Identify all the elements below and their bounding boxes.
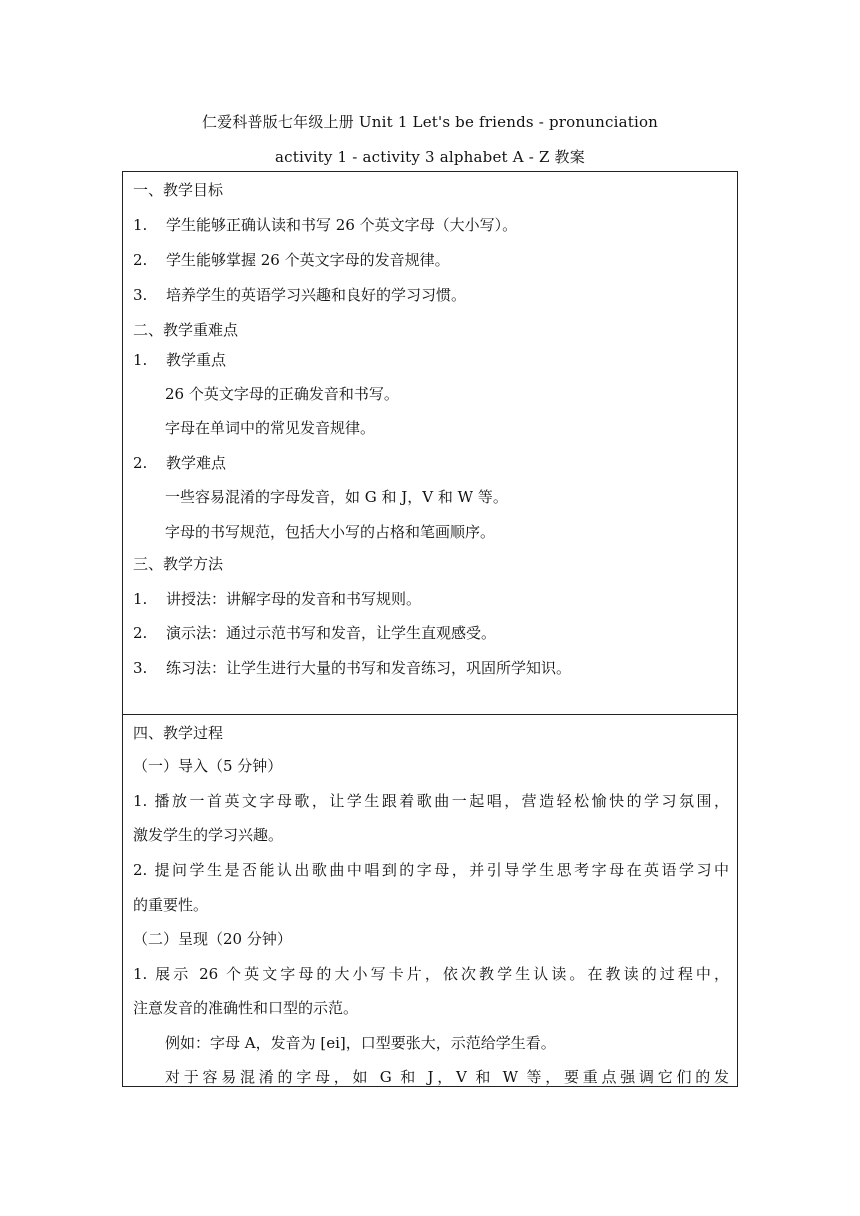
table-row-divider bbox=[123, 714, 737, 715]
goal-item: 3. 培养学生的英语学习兴趣和良好的学习习惯。 bbox=[133, 286, 467, 304]
document-title-line2: activity 1 - activity 3 alphabet A - Z 教案 bbox=[275, 148, 585, 166]
presentation-item-line: 1. 展示 26 个英文字母的大小写卡片，依次教学生认读。在教读的过程中， bbox=[133, 965, 729, 983]
intro-item-line: 1. 播放一首英文字母歌，让学生跟着歌曲一起唱，营造轻松愉快的学习氛围， bbox=[133, 792, 729, 810]
goal-item: 1. 学生能够正确认读和书写 26 个英文字母（大小写）。 bbox=[133, 216, 518, 234]
section-heading-methods: 三、教学方法 bbox=[133, 555, 224, 573]
method-item: 1. 讲授法：讲解字母的发音和书写规则。 bbox=[133, 590, 422, 608]
presentation-confusing-line: 对于容易混淆的字母，如 G 和 J，V 和 W 等，要重点强调它们的发 bbox=[165, 1068, 729, 1086]
document-title-line1: 仁爱科普版七年级上册 Unit 1 Let's be friends - pronunciation bbox=[201, 113, 659, 131]
section-heading-process: 四、教学过程 bbox=[133, 724, 224, 742]
intro-item-line: 激发学生的学习兴趣。 bbox=[133, 826, 284, 844]
lesson-plan-table bbox=[122, 171, 738, 1087]
key-point-line: 字母在单词中的常见发音规律。 bbox=[165, 419, 376, 437]
presentation-item-line: 注意发音的准确性和口型的示范。 bbox=[133, 999, 359, 1017]
difficult-point-label: 2. 教学难点 bbox=[133, 454, 227, 472]
intro-item-line: 2. 提问学生是否能认出歌曲中唱到的字母，并引导学生思考字母在英语学习中 bbox=[133, 861, 729, 879]
presentation-example-line: 例如：字母 A，发音为 [ei]，口型要张大，示范给学生看。 bbox=[165, 1034, 556, 1052]
subsection-heading-intro: （一）导入（5 分钟） bbox=[133, 757, 283, 775]
difficult-point-line: 一些容易混淆的字母发音，如 G 和 J，V 和 W 等。 bbox=[165, 488, 508, 506]
section-heading-goals: 一、教学目标 bbox=[133, 181, 224, 199]
key-point-line: 26 个英文字母的正确发音和书写。 bbox=[165, 385, 399, 403]
key-point-label: 1. 教学重点 bbox=[133, 351, 227, 369]
intro-item-line: 的重要性。 bbox=[133, 896, 209, 914]
section-heading-key-points: 二、教学重难点 bbox=[133, 321, 239, 339]
goal-item: 2. 学生能够掌握 26 个英文字母的发音规律。 bbox=[133, 251, 450, 269]
method-item: 3. 练习法：让学生进行大量的书写和发音练习，巩固所学知识。 bbox=[133, 659, 572, 677]
difficult-point-line: 字母的书写规范，包括大小写的占格和笔画顺序。 bbox=[165, 523, 496, 541]
method-item: 2. 演示法：通过示范书写和发音，让学生直观感受。 bbox=[133, 624, 497, 642]
subsection-heading-presentation: （二）呈现（20 分钟） bbox=[133, 930, 292, 948]
